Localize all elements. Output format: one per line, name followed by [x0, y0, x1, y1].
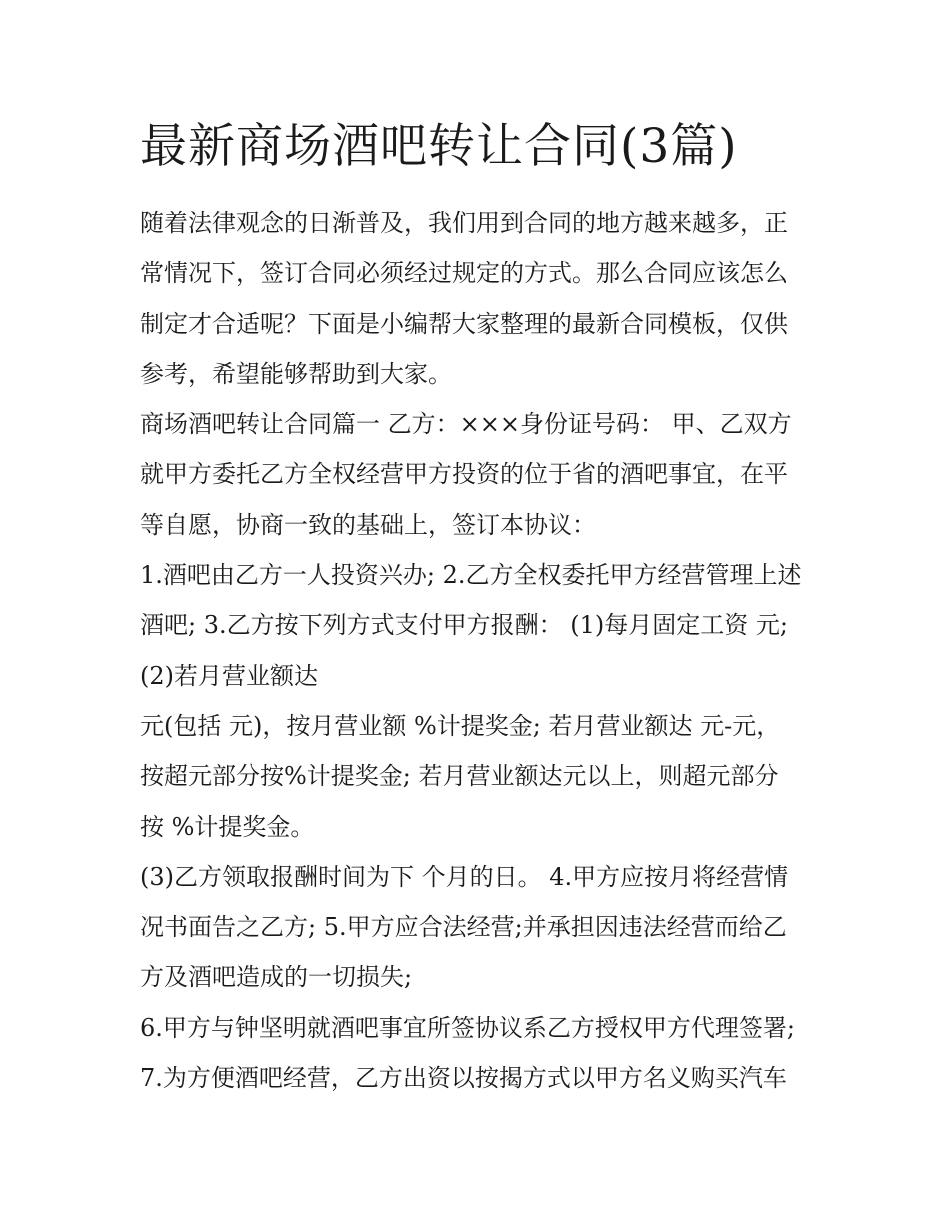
document-title: 最新商场酒吧转让合同(3篇)	[140, 119, 738, 174]
body-line: 况书面告之乙方; 5.甲方应合法经营;并承担因违法经营而给乙	[140, 913, 787, 942]
body-line: 就甲方委托乙方全权经营甲方投资的位于省的酒吧事宜，在平	[140, 460, 788, 489]
body-line: 元(包括 元)，按月营业额 %计提奖金; 若月营业额达 元-元，	[140, 711, 781, 740]
body-line: 按超元部分按%计提奖金; 若月营业额达元以上，则超元部分	[140, 762, 779, 791]
body-line: 制定才合适呢？下面是小编帮大家整理的最新合同模板，仅供	[140, 309, 788, 338]
body-line: (2)若月营业额达	[140, 661, 318, 690]
body-line: 常情况下，签订合同必须经过规定的方式。那么合同应该怎么	[140, 259, 788, 288]
body-line: 随着法律观念的日渐普及，我们用到合同的地方越来越多，正	[140, 209, 788, 237]
body-line: 1.酒吧由乙方一人投资兴办; 2.乙方全权委托甲方经营管理上述	[140, 561, 802, 590]
body-line: 方及酒吧造成的一切损失;	[140, 963, 413, 992]
body-line: 按 %计提奖金。	[140, 812, 315, 841]
body-line: 6.甲方与钟坚明就酒吧事宜所签协议系乙方授权甲方代理签署;	[140, 1013, 795, 1042]
body-line: 7.为方便酒吧经营，乙方出资以按揭方式以甲方名义购买汽车	[140, 1064, 787, 1093]
document-body	[140, 198, 812, 1103]
body-line: 酒吧; 3.乙方按下列方式支付甲方报酬： (1)每月固定工资 元;	[140, 611, 788, 640]
body-line: 商场酒吧转让合同篇一 乙方：×××身份证号码： 甲、乙双方	[140, 410, 792, 439]
body-line: 等自愿，协商一致的基础上，签订本协议：	[140, 510, 596, 539]
body-line: (3)乙方领取报酬时间为下 个月的日。 4.甲方应按月将经营情	[140, 862, 789, 891]
body-line: 参考，希望能够帮助到大家。	[140, 359, 452, 388]
